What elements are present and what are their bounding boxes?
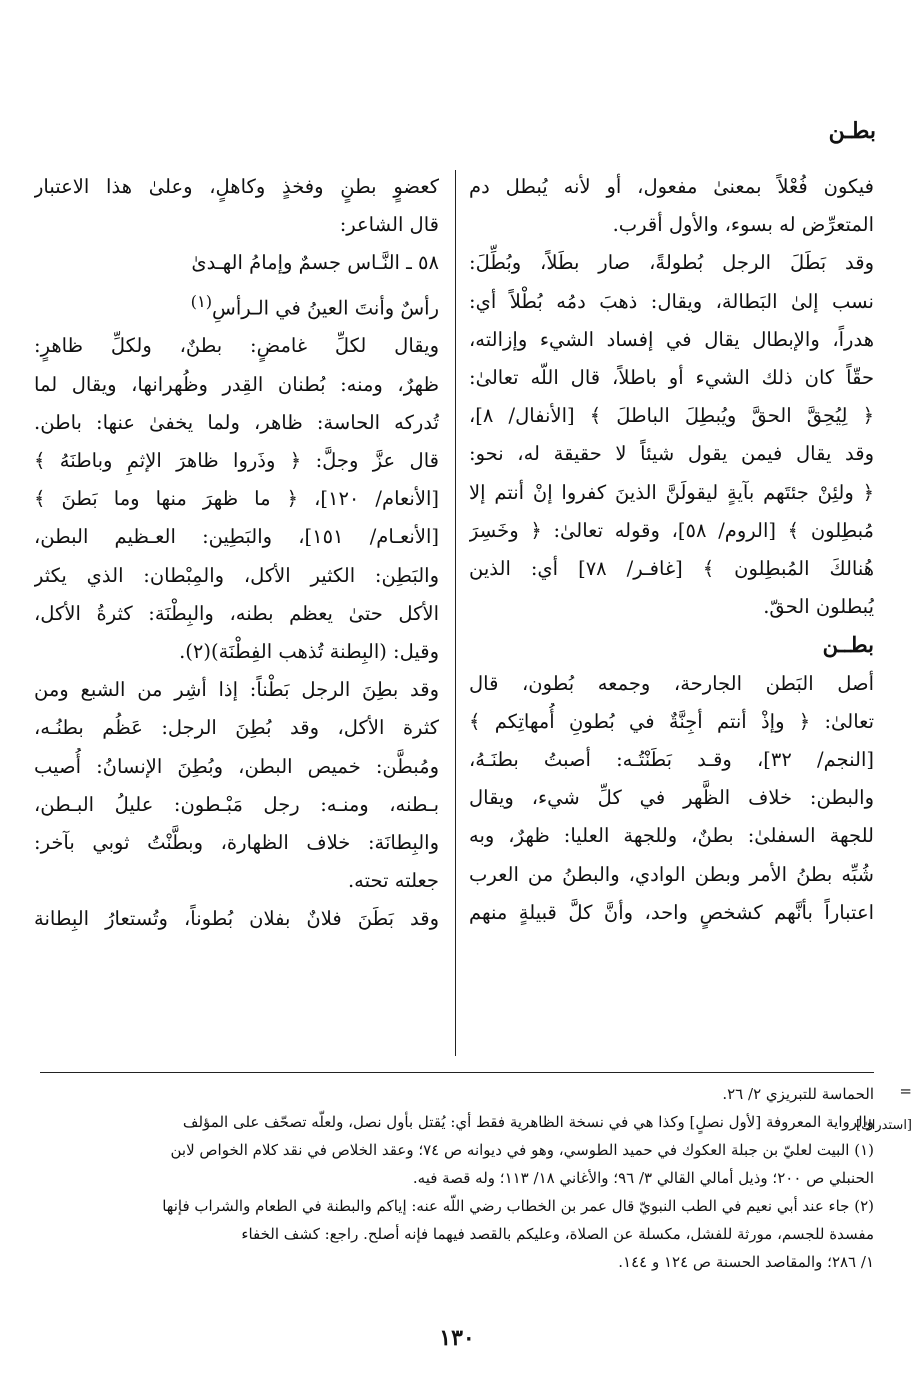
text-line: وقيل: (البِطنة تُذهب الفِطْنَة)(٢). — [179, 639, 439, 663]
text-line: وقد بَطَنَ فلانٌ بفلان بُطوناً، وتُستعارُ البِطانة — [34, 907, 439, 931]
text-line: هُنالكَ المُبطِلون ﴾ [غافـر/ ٧٨] أي: الذين — [469, 557, 874, 581]
text-line: اعتباراً بأنَّهم كشخصٍ واحد، وأنَّ كلَّ قبيلةٍ منهم — [469, 900, 874, 924]
text-line: أصل البَطن الجارحة، وجمعه بُطون، قال — [469, 671, 874, 695]
text-line: يُبطلون الحقّ. — [763, 595, 874, 619]
verse-line — [34, 283, 439, 328]
footnote-line: (٢) جاء عند أبي نعيم في الطب النبويّ قال عمر بن الخطاب رضي اللّه عنه: إياكم والبطنة في الطعام والشراب فإنها — [162, 1197, 874, 1215]
addendum-tag: [استدراك] — [856, 1118, 912, 1133]
footnote-line: ١/ ٢٨٦؛ والمقاصد الحسنة ص ١٢٤ و ١٤٤. — [618, 1253, 874, 1271]
footnote-line: (١) البيت لعليّ بن جبلة العكوك في حميد الطوسي، وهو في ديوانه ص ٧٤؛ وعقد الخلاص في نقد كلام الخواص لابن — [170, 1141, 874, 1159]
text-line: للجهة السفلىٰ: بطنٌ، وللجهة العليا: ظهرٌ، وبه — [469, 824, 874, 848]
footnote-line: الحنبلي ص ٢٠٠؛ وذيل أمالي القالي ٣/ ٩٦؛ والأغاني ١٨/ ١١٣؛ وله قصة فيه. — [412, 1169, 874, 1187]
footnote-line: مفسدة للجسم، مورثة للفشل، مكسلة عن الصلاة، وعليكم بالقصد فيهما فإنه أصلح. راجع: كشف الخفاء — [241, 1225, 874, 1243]
right-column — [469, 168, 874, 1058]
text-line: شُبِّه بطنُ الأمر وبطن الوادي، والبطنُ من العرب — [469, 862, 874, 886]
text-line: جعلته تحته. — [347, 869, 439, 893]
text-line: ويقال لكلِّ غامضٍ: بطنٌ، ولكلِّ ظاهرٍ: — [34, 334, 439, 358]
text-line: ظهرٌ، ومنه: بُطنان القِدر وظُهرانها، ويقال لما — [34, 372, 439, 396]
page-number: ١٣٠ — [439, 1325, 475, 1351]
text-line: حقّاً كان ذلك الشيء أو باطلاً، قال اللّه تعالىٰ: — [469, 366, 874, 390]
text-line: هدراً، والإبطال يقال في إفساد الشيء وإزالته، — [469, 327, 874, 351]
text-line: وقد يقال فيمن يقول شيئاً لا حقيقة له، نحو: — [469, 442, 874, 466]
text-line: تُدركه الحاسة: ظاهر، ولما يخفىٰ عنها: باطن. — [34, 410, 439, 434]
text-line: نسب إلىٰ البَطالة، ويقال: ذهبَ دمُه بُطْلاً أي: — [469, 289, 874, 313]
text-line: [الأنعام/ ١٢٠]، ﴿ ما ظهرَ منها وما بَطنَ ﴾ — [34, 487, 439, 511]
text-line: بـطنه، ومنـه: رجل مَبْـطون: عليلُ البـطن، — [34, 792, 439, 816]
text-line: فيكون فُعْلاً بمعنىٰ مفعول، أو لأنه يُبطل دم — [469, 175, 874, 198]
text-line: وقد بَطَلَ الرجل بُطولةً، صار بطَلاً، وبُطِّلَ: — [469, 251, 874, 275]
text-line: والبِطانَة: خلاف الظهارة، وبطَّنْتُ ثوبي بآخر: — [34, 830, 439, 854]
text-line: ﴿ لِيُحِقَّ الحقَّ ويُبطِلَ الباطلَ ﴾ [الأنفال/ ٨]، — [469, 404, 874, 428]
text-line: قال الشاعر: — [339, 213, 439, 237]
text-line: [الأنعـام/ ١٥١]، والبَطِين: العـظيم البطن، — [34, 525, 439, 549]
text-line: ﴿ ولئِنْ جئتَهم بآيةٍ ليقولَنَّ الذينَ كفروا إنْ أنتم إلا — [469, 480, 874, 504]
text-line: الأكل حتىٰ يعظم بطنه، والبِطْنَة: كثرةُ الأكل، — [34, 601, 439, 625]
column-divider — [455, 170, 456, 1056]
text-line: ومُبطَّن: خميص البطن، وبُطِنَ الإنسانُ: أُصيب — [34, 754, 439, 778]
verse-line: ٥٨ ـ النَّـاس جسمٌ وإمامُ الهـدىٰ — [191, 251, 439, 275]
text-line: والبطن: خلاف الظَّهر في كلِّ شيء، ويقال — [469, 786, 874, 810]
sub-entry-heading: بطــن — [822, 632, 874, 658]
verse-text: رأسٌ وأنتَ العينُ في الـرأسِ — [212, 296, 439, 320]
text-line: كعضوٍ بطنٍ وفخذٍ وكاهلٍ، وعلىٰ هذا الاعتبار — [34, 175, 439, 198]
text-line: المتعرِّض له بسوء، والأول أقرب. — [612, 213, 874, 237]
text-line: وقد بطِنَ الرجل بَطْناً: إذا أشِر من الشبع ومن — [34, 678, 439, 702]
text-line: والبَطِن: الكثير الأكل، والمِبْطان: الذي يكثر — [34, 563, 439, 587]
text-line: تعالىٰ: ﴿ وإذْ أنتم أجِنَّةٌ في بُطونِ أُمهاتِكم ﴾ — [469, 709, 874, 733]
footnotes — [40, 1080, 874, 1276]
left-column — [34, 168, 439, 1058]
footnote-line: والرواية المعروفة [لأول نصلٍ] وكذا هي في نسخة الظاهرية فقط أي: يُقتل بأول نصل، ولعلّه تصحّف على المؤلف — [182, 1113, 874, 1131]
text-line: قال عزَّ وجلَّ: ﴿ وذَروا ظاهرَ الإثمِ وباطنَهُ ﴾ — [34, 448, 439, 472]
text-line: [النجم/ ٣٢]، وقـد بَطَنْتُـه: أصبتُ بطنَـهُ، — [469, 748, 874, 772]
footnote-divider — [40, 1072, 874, 1073]
text-line: كثرة الأكل، وقد بُطِنَ الرجل: عَظُم بطنُـه، — [34, 716, 439, 740]
text-line: مُبطِلون ﴾ [الروم/ ٥٨]، وقوله تعالىٰ: ﴿ وخَسِرَ — [469, 518, 874, 542]
entry-heading: بطـن — [828, 118, 876, 144]
continuation-marker: = — [899, 1082, 912, 1100]
footnote-ref: (١) — [190, 291, 213, 311]
footnote-line: الحماسة للتبريزي ٢/ ٢٦. — [722, 1085, 874, 1103]
